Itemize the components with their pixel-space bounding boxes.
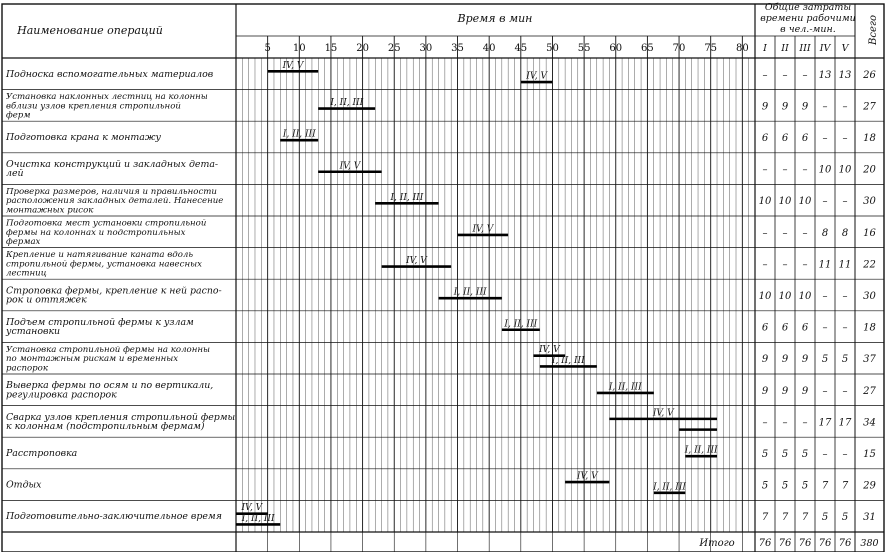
total-value: 18 bbox=[863, 322, 876, 334]
operation-name: Подготовка крана к монтажу bbox=[6, 132, 161, 143]
worker-group-label: I, II, III bbox=[241, 513, 275, 524]
worker-group-label: I, II, III bbox=[504, 319, 538, 330]
time-tick-label: 20 bbox=[356, 43, 369, 54]
cost-value: 10 bbox=[798, 291, 812, 302]
operation-name: Проверка размеров, наличия и правильности bbox=[6, 187, 217, 197]
total-value: 37 bbox=[863, 354, 876, 366]
total-value: 30 bbox=[863, 291, 876, 302]
total-value: 30 bbox=[863, 196, 876, 208]
operation-name: распорок bbox=[6, 363, 48, 374]
operation-name: Установка наклонных лестниц на колонны bbox=[6, 92, 208, 103]
worker-group-label: I, II, III bbox=[608, 382, 642, 393]
operation-name: Крепление и натягивание каната вдоль bbox=[6, 250, 194, 261]
worker-group-label: IV, V bbox=[652, 408, 674, 419]
cost-value: 7 bbox=[821, 480, 829, 492]
cost-value: 8 bbox=[841, 227, 849, 239]
cost-value: – bbox=[822, 196, 828, 208]
worker-group-label: I, II, III bbox=[390, 192, 424, 203]
cost-value: – bbox=[762, 417, 768, 429]
operation-row bbox=[6, 285, 876, 305]
cost-value: – bbox=[822, 291, 828, 302]
cost-value: 9 bbox=[781, 354, 789, 366]
time-tick-label: 25 bbox=[387, 43, 401, 54]
cost-value: – bbox=[842, 322, 848, 334]
cost-value: 7 bbox=[781, 512, 789, 524]
cost-value: 10 bbox=[798, 196, 812, 208]
total-value: 27 bbox=[863, 385, 876, 397]
cost-value: 13 bbox=[838, 69, 852, 81]
time-tick-label: 65 bbox=[641, 43, 654, 54]
cost-value: 5 bbox=[781, 449, 789, 460]
operation-row bbox=[5, 503, 876, 524]
operation-name: Очистка конструкций и закладных дета- bbox=[6, 159, 219, 170]
operation-name: стропильной фермы, установка навесных bbox=[6, 259, 202, 270]
total-value: 34 bbox=[863, 417, 876, 429]
operation-name: Строповка фермы, крепление к ней распо- bbox=[6, 285, 222, 297]
operation-row bbox=[5, 61, 876, 82]
operation-name: Сварка узлов крепления стропильной фермы bbox=[6, 411, 236, 423]
operation-row bbox=[6, 408, 876, 432]
total-header: Всего bbox=[868, 15, 879, 45]
worker-label: III bbox=[799, 43, 811, 54]
time-tick-labels bbox=[264, 43, 748, 54]
chart-grid bbox=[2, 4, 884, 552]
cost-value: – bbox=[802, 69, 808, 81]
cost-value: – bbox=[822, 449, 828, 460]
total-value: 31 bbox=[863, 512, 876, 524]
time-tick-label: 30 bbox=[419, 43, 433, 54]
cost-value: 10 bbox=[838, 164, 852, 176]
worker-group-label: IV, V bbox=[526, 71, 547, 82]
operation-name: вблизи узлов крепления стропильной bbox=[6, 101, 181, 112]
time-tick-label: 35 bbox=[451, 43, 464, 54]
worker-group-label: IV, V bbox=[282, 60, 304, 71]
cost-value: – bbox=[762, 259, 768, 271]
cost-value: – bbox=[822, 385, 828, 397]
operation-name: к колоннам (подстропильным фермам) bbox=[6, 421, 205, 432]
cost-value: – bbox=[842, 196, 848, 208]
cost-value: – bbox=[802, 259, 808, 271]
operation-name: установки bbox=[6, 326, 61, 338]
operation-row bbox=[5, 187, 876, 215]
cost-value: 6 bbox=[801, 133, 809, 144]
operation-row bbox=[6, 345, 876, 373]
cost-value: 6 bbox=[801, 322, 809, 334]
cost-value: – bbox=[782, 69, 788, 81]
cost-value: – bbox=[842, 291, 848, 302]
cost-value: – bbox=[782, 164, 788, 176]
cost-value: – bbox=[842, 133, 848, 144]
total-value: 29 bbox=[863, 480, 876, 492]
operation-row bbox=[5, 219, 876, 247]
time-header: Время в мин bbox=[457, 12, 533, 25]
operation-row bbox=[6, 472, 876, 493]
operation-row bbox=[6, 92, 876, 120]
totals-cost-value: 76 bbox=[758, 538, 772, 549]
operation-row bbox=[5, 446, 876, 460]
cost-value: 10 bbox=[758, 291, 772, 302]
operation-name: ферм bbox=[6, 110, 31, 121]
cost-value: – bbox=[842, 449, 848, 460]
cost-value: – bbox=[802, 227, 808, 239]
cost-value: 5 bbox=[821, 512, 829, 524]
worker-label: I bbox=[763, 43, 767, 54]
operation-name: монтажных рисок bbox=[6, 205, 94, 216]
operation-row bbox=[5, 250, 876, 278]
operation-name: Подготовка мест установки стропильной bbox=[6, 218, 207, 229]
operation-name: Расстроповка bbox=[6, 448, 78, 459]
cost-value: 5 bbox=[821, 354, 829, 366]
time-tick-label: 5 bbox=[264, 43, 271, 54]
costs-header-line-3: в чел.-мин. bbox=[780, 24, 836, 35]
operation-row bbox=[6, 159, 876, 179]
cost-value: 9 bbox=[761, 101, 769, 113]
cost-value: 10 bbox=[758, 196, 772, 208]
operation-name: регулировка распорок bbox=[6, 389, 117, 401]
time-tick-label: 60 bbox=[609, 43, 623, 54]
worker-group-label: IV, V bbox=[241, 503, 263, 514]
chart-headers bbox=[16, 2, 879, 46]
operation-name: Подготовительно-заключительное время bbox=[6, 511, 222, 523]
cost-value: – bbox=[782, 227, 788, 239]
worker-group-label: I, II, III bbox=[282, 129, 316, 140]
cost-value: 9 bbox=[761, 385, 769, 397]
cost-value: 7 bbox=[761, 512, 769, 524]
time-tick-label: 75 bbox=[704, 43, 718, 54]
totals-row bbox=[698, 538, 878, 549]
costs-header-line-1: Общие затраты bbox=[764, 2, 852, 13]
operations-header: Наименование операций bbox=[17, 24, 163, 37]
cost-value: – bbox=[762, 227, 768, 239]
worker-group-label: IV, V bbox=[472, 224, 494, 235]
totals-cost-value: 76 bbox=[798, 538, 812, 549]
cost-value: – bbox=[802, 164, 808, 176]
cost-value: 5 bbox=[801, 449, 809, 460]
cost-value: – bbox=[822, 101, 828, 113]
worker-label: IV bbox=[819, 43, 831, 54]
time-tick-label: 55 bbox=[577, 43, 591, 54]
operation-row bbox=[5, 380, 876, 400]
operation-name: рок и оттяжек bbox=[6, 294, 87, 306]
cost-value: 17 bbox=[838, 417, 852, 429]
cost-value: 10 bbox=[778, 196, 792, 208]
total-value: 16 bbox=[863, 227, 876, 239]
worker-group-label: I, II, III bbox=[453, 287, 487, 298]
cost-value: 6 bbox=[761, 133, 769, 144]
cost-value: – bbox=[782, 259, 788, 271]
cost-value: – bbox=[762, 69, 768, 81]
cost-value: – bbox=[822, 322, 828, 334]
operation-row bbox=[5, 317, 876, 337]
cost-value: 6 bbox=[781, 133, 789, 144]
operation-row bbox=[5, 130, 876, 144]
operation-name: фермы на колоннах и подстропильных bbox=[6, 227, 186, 238]
worker-label: V bbox=[841, 43, 849, 54]
total-value: 27 bbox=[863, 101, 876, 113]
cost-value: 5 bbox=[801, 480, 809, 492]
operation-name: Отдых bbox=[6, 479, 42, 491]
total-value: 15 bbox=[863, 449, 876, 460]
operation-name: Установка стропильной фермы на колонны bbox=[6, 345, 211, 355]
cost-value: – bbox=[802, 417, 808, 429]
costs-header-line-2: времени рабочими bbox=[760, 13, 856, 24]
cost-value: 9 bbox=[801, 354, 809, 366]
time-tick-label: 50 bbox=[546, 43, 559, 54]
time-tick-label: 80 bbox=[735, 43, 749, 54]
cost-value: 7 bbox=[841, 480, 849, 492]
cost-value: 10 bbox=[818, 164, 832, 176]
time-tick-label: 10 bbox=[292, 43, 306, 54]
worker-group-label: I, II, III bbox=[684, 445, 718, 456]
operation-name: лестниц bbox=[6, 268, 47, 279]
cost-value: – bbox=[782, 417, 788, 429]
cost-value: 9 bbox=[781, 385, 789, 397]
cost-value: – bbox=[822, 133, 828, 144]
operation-name: Подъем стропильной фермы к узлам bbox=[6, 317, 194, 328]
cost-value: 5 bbox=[761, 480, 769, 492]
operation-name: Подноска вспомогательных материалов bbox=[6, 68, 214, 80]
worker-label: II bbox=[781, 43, 789, 54]
total-value: 20 bbox=[863, 164, 876, 176]
cost-value: 6 bbox=[781, 322, 789, 334]
totals-cost-value: 76 bbox=[778, 538, 792, 549]
total-value: 18 bbox=[863, 133, 876, 144]
outer-frame bbox=[2, 4, 884, 552]
cost-value: 9 bbox=[781, 101, 789, 113]
worker-group-label: I, II, III bbox=[551, 355, 585, 366]
operation-name: Выверка фермы по осям и по вертикали, bbox=[6, 380, 214, 392]
cost-value: – bbox=[842, 385, 848, 397]
time-tick-label: 70 bbox=[672, 43, 686, 54]
cost-value: 9 bbox=[801, 385, 809, 397]
cost-value: 6 bbox=[761, 322, 769, 334]
time-tick-label: 40 bbox=[482, 43, 496, 54]
totals-label: Итого bbox=[699, 538, 735, 549]
totals-cost-value: 76 bbox=[818, 538, 832, 549]
operation-name: фермах bbox=[6, 237, 41, 247]
operation-name: расположения закладных деталей. Нанесение bbox=[6, 196, 224, 207]
cost-value: 5 bbox=[761, 449, 769, 460]
operation-name: лей bbox=[6, 168, 24, 180]
cost-value: 9 bbox=[761, 354, 769, 366]
cost-value: 9 bbox=[801, 101, 809, 113]
worker-group-label: IV, V bbox=[406, 256, 427, 267]
total-value: 22 bbox=[863, 259, 876, 271]
cost-value: – bbox=[842, 101, 848, 113]
total-value: 26 bbox=[863, 69, 876, 81]
totals-cost-value: 76 bbox=[838, 538, 852, 549]
cost-value: 7 bbox=[801, 512, 809, 524]
operation-rows bbox=[5, 61, 876, 525]
cost-value: 13 bbox=[818, 69, 832, 81]
time-tick-label: 45 bbox=[514, 43, 528, 54]
worker-group-label: IV, V bbox=[576, 471, 598, 482]
cost-value: 10 bbox=[778, 291, 792, 302]
worker-group-label: I, II, III bbox=[330, 98, 364, 109]
worker-group-label: I, II, III bbox=[653, 482, 686, 493]
cost-value: 8 bbox=[821, 227, 829, 239]
cost-value: 5 bbox=[781, 480, 789, 492]
cost-value: 5 bbox=[841, 512, 849, 524]
cost-value: 11 bbox=[838, 259, 852, 271]
time-tick-label: 15 bbox=[324, 43, 338, 54]
cost-value: 5 bbox=[841, 354, 849, 366]
cost-value: 17 bbox=[818, 417, 832, 429]
cost-value: 11 bbox=[818, 259, 832, 271]
cost-value: – bbox=[762, 164, 768, 176]
worker-group-label: IV, V bbox=[538, 345, 560, 356]
operation-name: по монтажным рискам и временных bbox=[6, 354, 179, 365]
grand-total-value: 380 bbox=[860, 538, 879, 549]
worker-group-label: IV, V bbox=[339, 161, 361, 172]
